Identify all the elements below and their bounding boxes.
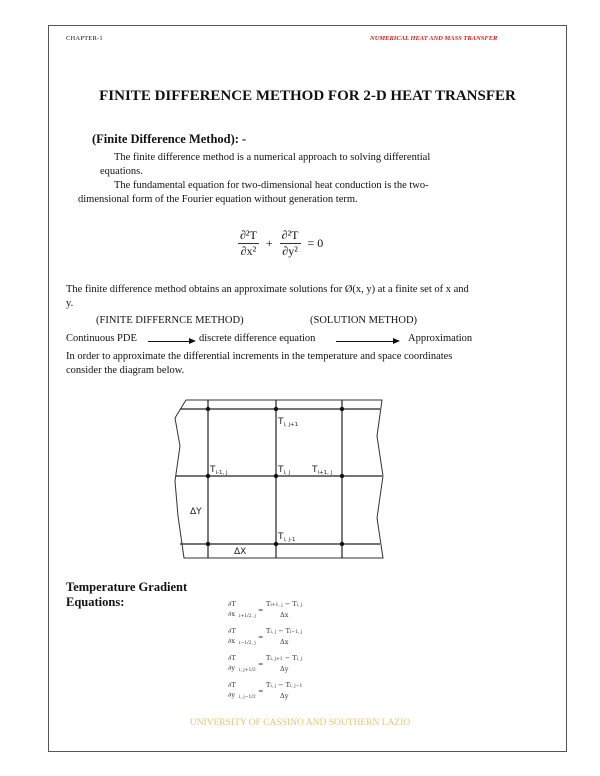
eq1-approx: ≈ <box>258 606 264 614</box>
eq4-lhs-den: ∂y <box>228 691 236 699</box>
eq3-lhs-den: ∂y <box>228 664 236 672</box>
label-t-right: $T_{i+1, j}$ <box>312 465 333 476</box>
eq2-rhs-num: Ti, j − Ti−1, j <box>266 627 303 635</box>
node <box>340 407 344 411</box>
eq3-rhs-den: Δy <box>280 665 289 673</box>
header-course: NUMERICAL HEAT AND MASS TRANSFER <box>370 35 498 42</box>
label-solution: (SOLUTION METHOD) <box>310 315 418 326</box>
flow-middle: discrete difference equation <box>199 333 316 344</box>
node <box>206 542 210 546</box>
eq1-lhs-den: ∂x <box>228 610 236 618</box>
node <box>274 407 278 411</box>
eq4-approx: ≈ <box>258 687 264 695</box>
eq1-rhs-num: Ti+1, j − Ti, j <box>266 600 303 608</box>
fraction-y-denominator: ∂y² <box>282 244 298 258</box>
paragraph-2-line-2: dimensional form of the Fourier equation without generation term. <box>78 194 358 205</box>
eq3-approx: ≈ <box>258 660 264 668</box>
header-chapter: CHAPTER-1 <box>66 35 103 42</box>
fraction-x-numerator: ∂²T <box>240 228 257 242</box>
flow-start: Continuous PDE <box>66 333 137 344</box>
eq2-approx: ≈ <box>258 633 264 641</box>
footer-university: UNIVERSITY OF CASSINO AND SOUTHERN LAZIO <box>189 718 411 728</box>
label-t-bottom: $T_{i, j-1}$ <box>278 532 296 543</box>
eq4-lhs-num: ∂T <box>228 681 236 689</box>
flow-end: Approximation <box>408 333 473 344</box>
eq3-rhs-num: Ti, j+1 − Ti, j <box>266 654 303 662</box>
eq2-lhs-num: ∂T <box>228 627 236 635</box>
node <box>206 407 210 411</box>
equals-zero: = 0 <box>307 236 324 250</box>
paragraph-2-line-1: The fundamental equation for two-dimensional heat conduction is the two- <box>114 180 429 191</box>
eq3-subscript: i, j+1/2 <box>239 668 256 673</box>
eq1-rhs-den: Δx <box>280 611 289 619</box>
label-delta-x: ΔX <box>234 547 247 557</box>
heat-equation <box>238 228 326 259</box>
fraction-x <box>238 228 259 259</box>
body-line-1: The finite difference method obtains an approximate solutions for Ø(x, y) at a finite set of x and <box>66 284 469 295</box>
paragraph-1-line-2: equations. <box>100 166 143 177</box>
fraction-y-numerator: ∂²T <box>281 228 299 242</box>
eq4-rhs-den: Δy <box>280 692 289 700</box>
label-t-center: $T_{i, j}$ <box>278 465 291 476</box>
page-title: FINITE DIFFERENCE METHOD FOR 2-D HEAT TRANSFER <box>99 88 516 104</box>
arrow-1-head <box>189 338 196 344</box>
body-line-4: consider the diagram below. <box>66 365 185 376</box>
label-t-top: $T_{i, j+1}$ <box>278 417 299 428</box>
eq1-subscript: i+1/2, j <box>239 614 256 619</box>
node <box>274 542 278 546</box>
node <box>340 474 344 478</box>
arrow-1-line <box>148 341 190 342</box>
eq3-lhs-num: ∂T <box>228 654 236 662</box>
eq2-lhs-den: ∂x <box>228 637 236 645</box>
gradient-heading-line-1: Temperature Gradient <box>66 580 188 594</box>
gradient-heading <box>66 580 187 610</box>
plus-sign: + <box>265 236 273 250</box>
fraction-x-denominator: ∂x² <box>240 244 257 258</box>
eq4-subscript: i, j−1/2 <box>239 695 256 700</box>
grid-diagram <box>172 396 388 564</box>
eq4-rhs-num: Ti, j − Ti, j−1 <box>266 681 303 689</box>
eq2-subscript: i−1/2, j <box>239 641 256 646</box>
section-heading: (Finite Difference Method): - <box>92 132 247 146</box>
label-t-left: $T_{i-1, j}$ <box>210 465 228 476</box>
arrow-2-head <box>393 338 400 344</box>
body-line-3: In order to approximate the differential increments in the temperature and space coordinates <box>66 351 453 362</box>
label-fdm: (FINITE DIFFERNCE METHOD) <box>96 315 244 326</box>
eq2-rhs-den: Δx <box>280 638 289 646</box>
node <box>340 542 344 546</box>
body-line-2: y. <box>66 298 74 309</box>
arrow-2-line <box>336 341 394 342</box>
eq1-lhs-num: ∂T <box>228 600 236 608</box>
paragraph-1-line-1: The finite difference method is a numerical approach to solving differential <box>114 152 431 163</box>
gradient-heading-line-2: Equations: <box>66 595 125 609</box>
label-delta-y: ΔY <box>190 507 202 517</box>
fraction-y <box>280 228 301 259</box>
